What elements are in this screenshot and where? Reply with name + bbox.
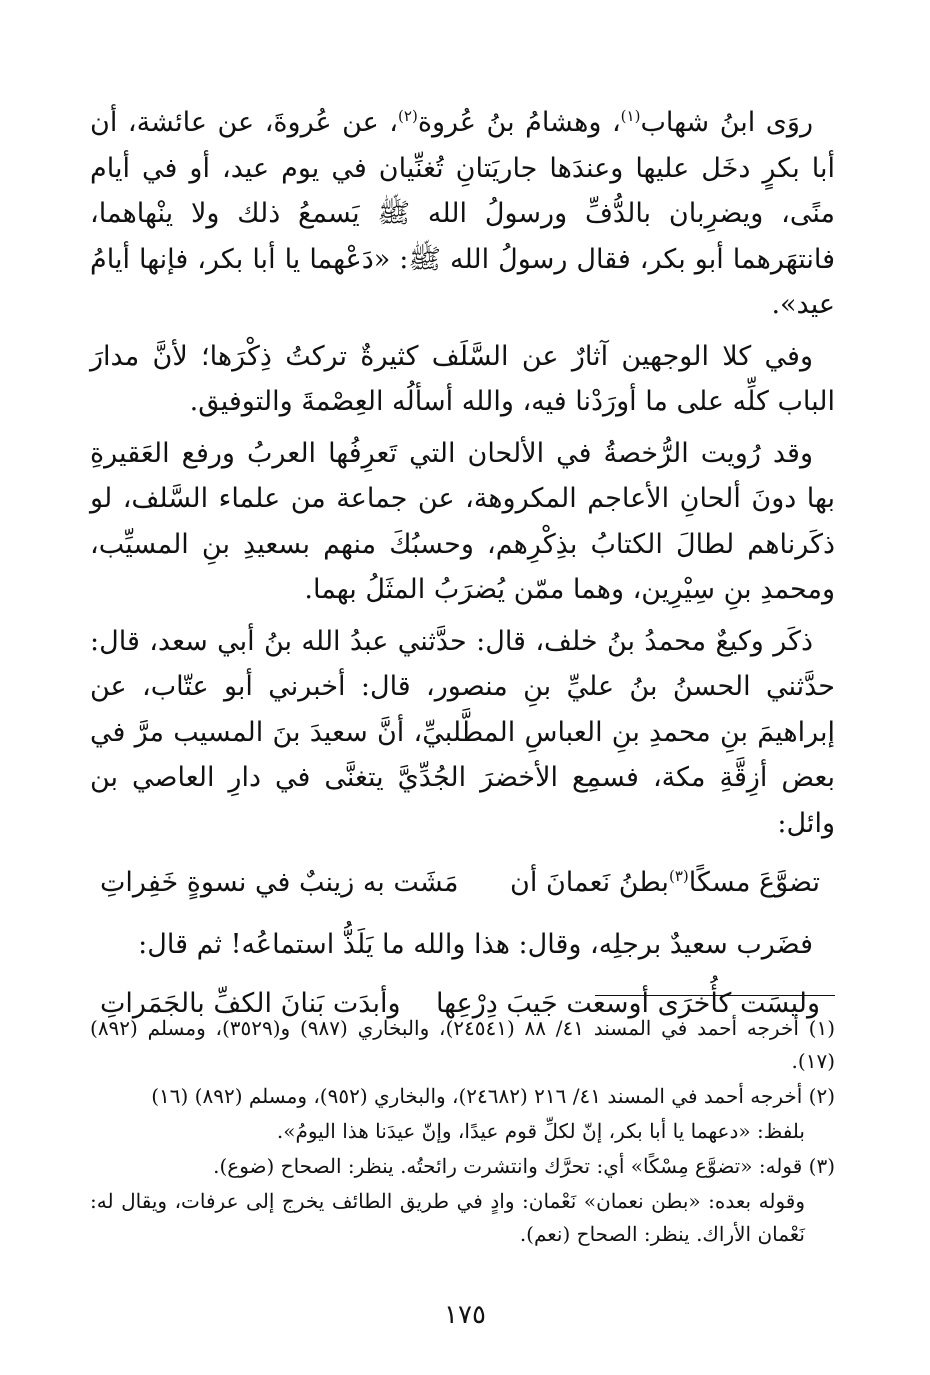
text-run: تضوَّعَ مسكًا [688, 867, 820, 898]
paragraph-3: وقد رُويت الرُّخصةُ في الألحان التي تَعرِفُها العربُ ورفع العَقيرةِ بها دونَ ألحانِ الأعاجم المكروهة، عن جماعة من علماء السَّلف، لو ذكَرناهم لطالَ الكتابُ بذِكْرِهم، وحسبُكَ منهم بسعيدِ بنِ المسيِّب، ومحمدِ بنِ سِيْرِين، وهما ممّن يُضرَبُ المثَلُ بهما. [90, 437, 835, 605]
footnote-ref-1[interactable]: (١) [620, 107, 641, 125]
footnote-1: (١) أخرجه أحمد في المسند ٤١/ ٨٨ (٢٤٥٤١)، والبخاري (٩٨٧) و(٣٥٢٩)، ومسلم (٨٩٢) (١٧). [90, 1016, 836, 1073]
verse-1-first-hemistich [510, 860, 820, 906]
verse-1-second-hemistich: مَشَت به زينبٌ في نسوةٍ خَفِراتِ [100, 867, 459, 898]
footnote-3-continued: وقوله بعده: «بطن نعمان» نَعْمان: وادٍ في طريق الطائف يخرج إلى عرفات، ويقال له: نَعْمان الأراك. ينظر: الصحاح (نعم). [90, 1189, 806, 1246]
footnotes [90, 1012, 835, 1253]
footnote-ref-2[interactable]: (٢) [398, 107, 418, 125]
page-number: ١٧٥ [444, 1300, 486, 1330]
verse-1 [90, 860, 835, 906]
main-text [90, 100, 835, 1043]
paragraph-4: ذكَر وكيعٌ محمدُ بنُ خلف، قال: حدَّثني عبدُ الله بنُ أبي سعد، قال: حدَّثني الحسنُ بنُ عليِّ بنِ منصور، قال: أخبرني أبو عتّاب، عن إبراهيمَ بنِ محمدِ بنِ العباسِ المطَّلبيِّ، أنَّ سعيدَ بنَ المسيب مرَّ في بعض أزِقَّةِ مكة، فسمِع الأخضرَ الجُدِّيَّ يتغنَّى في دارِ العاصي بن وائل: [90, 625, 835, 839]
footnote-2: (٢) أخرجه أحمد في المسند ٤١/ ٢١٦ (٢٤٦٨٢)، والبخاري (٩٥٢)، ومسلم (٨٩٢) (١٦) [151, 1084, 835, 1108]
footnote-ref-3[interactable]: (٣) [668, 867, 689, 885]
footnote-separator [595, 995, 835, 996]
footnote-3: (٣) قوله: «تضوَّع مِسْكًا» أي: تحرَّك وانتشرت رائحتُه. ينظر: الصحاح (ضوع). [213, 1154, 835, 1178]
verse-2-second-hemistich: وأبدَت بَنانَ الكفِّ بالجَمَراتِ [100, 988, 401, 1019]
paragraph-1 [90, 100, 835, 328]
text-run: ، عن عُروةَ، عن عائشة، أن أبا بكرٍ دخَل عليها وعندَها جاريَتانِ تُغنِّيان في يوم عيد، أو في أيام منًى، ويضرِبان بالدُّفِّ ورسولُ الله ﷺ يَسمعُ ذلك ولا ينْهاهما، فانتهَرهما أبو بكر، فقال رسولُ الله ﷺ: «دَعْهما يا أبا بكر، فإنها أيامُ عيد». [90, 107, 835, 320]
paragraph-2: وفي كلا الوجهين آثارٌ عن السَّلَف كثيرةٌ تركتُ ذِكْرَها؛ لأنَّ مدارَ الباب كلِّه على ما أورَدْنا فيه، والله أسألُه العِصْمةَ والتوفيق. [90, 340, 835, 417]
verse-2-first-hemistich: وليسَت كأُخرَى أوسعت جَيبَ دِرْعِها [435, 988, 820, 1019]
footnote-2-continued: بلفظ: «دعهما يا أبا بكر، إنّ لكلِّ قوم عيدًا، وإنّ عيدَنا هذا اليومُ». [276, 1119, 805, 1143]
text-run: بطنُ نَعمانَ أن [510, 867, 669, 898]
text-run: ، وهشامُ بنُ عُروة [417, 107, 621, 138]
text-run: روَى ابنُ شهاب [640, 107, 813, 138]
paragraph-5: فضَرب سعيدٌ برجلِه، وقال: هذا والله ما يَلَذُّ استماعُه! ثم قال: [138, 928, 813, 960]
